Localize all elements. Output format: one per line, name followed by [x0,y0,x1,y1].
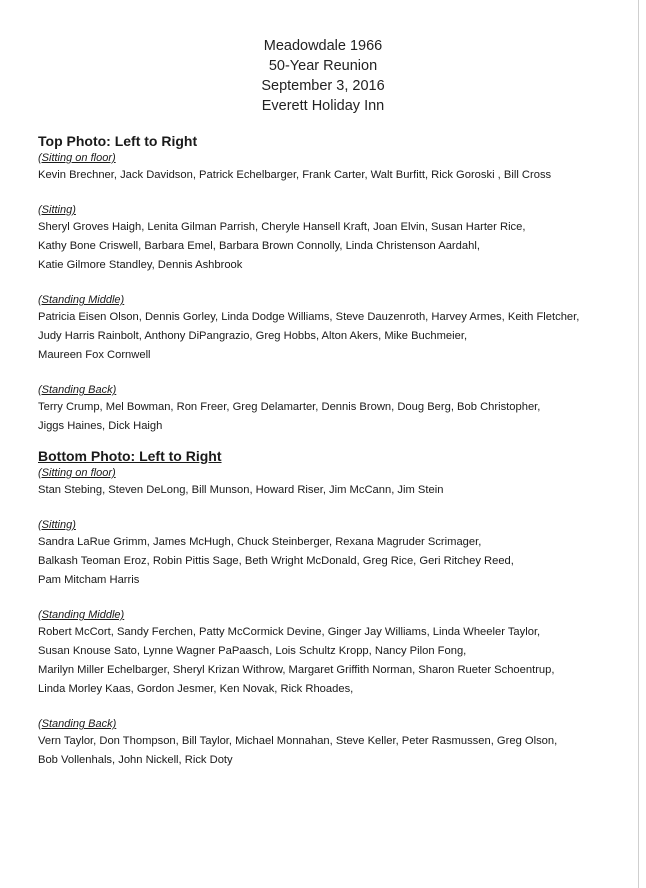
document-header [0,36,646,116]
name-line: Jiggs Haines, Dick Haigh [38,420,163,432]
name-line: Patricia Eisen Olson, Dennis Gorley, Linda Dodge Williams, Steve Dauzenroth, Harvey Armes, Keith Fletcher, [38,311,580,323]
group-label: (Standing Middle) [38,609,125,621]
name-line: Balkash Teoman Eroz, Robin Pittis Sage, Beth Wright McDonald, Greg Rice, Geri Ritchey Reed, [38,555,514,567]
header-venue: Everett Holiday Inn [261,98,385,114]
name-line: Kathy Bone Criswell, Barbara Emel, Barbara Brown Connolly, Linda Christenson Aardahl, [38,240,480,252]
group-top-standing-middle [38,293,628,365]
header-date: September 3, 2016 [261,78,385,94]
name-line: Pam Mitcham Harris [38,574,140,586]
name-line: Robert McCort, Sandy Ferchen, Patty McCormick Devine, Ginger Jay Williams, Linda Wheeler Taylor, [38,626,541,638]
name-line: Stan Stebing, Steven DeLong, Bill Munson, Howard Riser, Jim McCann, Jim Stein [38,484,444,496]
name-line: Sandra LaRue Grimm, James McHugh, Chuck Steinberger, Rexana Magruder Scrimager, [38,536,482,548]
group-top-standing-back [38,383,628,436]
group-top-sitting [38,203,628,275]
name-list [38,398,628,436]
group-label: (Sitting) [38,204,76,216]
name-list [38,533,628,590]
name-list [38,308,628,365]
group-label: (Standing Middle) [38,294,125,306]
name-line: Maureen Fox Cornwell [38,349,151,361]
group-label: (Standing Back) [38,384,117,396]
group-bottom-standing-back [38,717,628,770]
name-list [38,166,628,185]
name-list [38,623,628,699]
name-line: Susan Knouse Sato, Lynne Wagner PaPaasch, Lois Schultz Kropp, Nancy Pilon Fong, [38,645,467,657]
group-bottom-sitting [38,518,628,590]
group-top-sitting-floor [38,151,628,185]
name-line: Katie Gilmore Standley, Dennis Ashbrook [38,259,243,271]
name-line: Sheryl Groves Haigh, Lenita Gilman Parrish, Cheryle Hansell Kraft, Joan Elvin, Susan Harter Rice, [38,221,526,233]
name-list [38,732,628,770]
name-line: Kevin Brechner, Jack Davidson, Patrick Echelbarger, Frank Carter, Walt Burfitt, Rick Goroski , Bill Cross [38,169,552,181]
section-title-top-photo: Top Photo: Left to Right [38,133,198,149]
name-line: Vern Taylor, Don Thompson, Bill Taylor, Michael Monnahan, Steve Keller, Peter Rasmussen, Greg Olson, [38,735,558,747]
header-reunion: 50-Year Reunion [268,58,378,74]
name-line: Linda Morley Kaas, Gordon Jesmer, Ken Novak, Rick Rhoades, [38,683,354,695]
name-line: Marilyn Miller Echelbarger, Sheryl Krizan Withrow, Margaret Griffith Norman, Sharon Rueter Schoentrup, [38,664,555,676]
group-bottom-sitting-floor [38,466,628,500]
name-list [38,218,628,275]
header-school-year: Meadowdale 1966 [263,38,383,54]
name-line: Judy Harris Rainbolt, Anthony DiPangrazio, Greg Hobbs, Alton Akers, Mike Buchmeier, [38,330,468,342]
group-label: (Sitting on floor) [38,152,116,164]
name-line: Terry Crump, Mel Bowman, Ron Freer, Greg Delamarter, Dennis Brown, Doug Berg, Bob Christopher, [38,401,541,413]
group-label: (Sitting) [38,519,76,531]
section-title-bottom-photo: Bottom Photo: Left to Right [38,448,222,464]
name-list [38,481,628,500]
group-bottom-standing-middle [38,608,628,699]
page-edge-line [638,0,639,888]
name-line: Bob Vollenhals, John Nickell, Rick Doty [38,754,233,766]
group-label: (Sitting on floor) [38,467,116,479]
group-label: (Standing Back) [38,718,117,730]
document-body [38,131,628,770]
